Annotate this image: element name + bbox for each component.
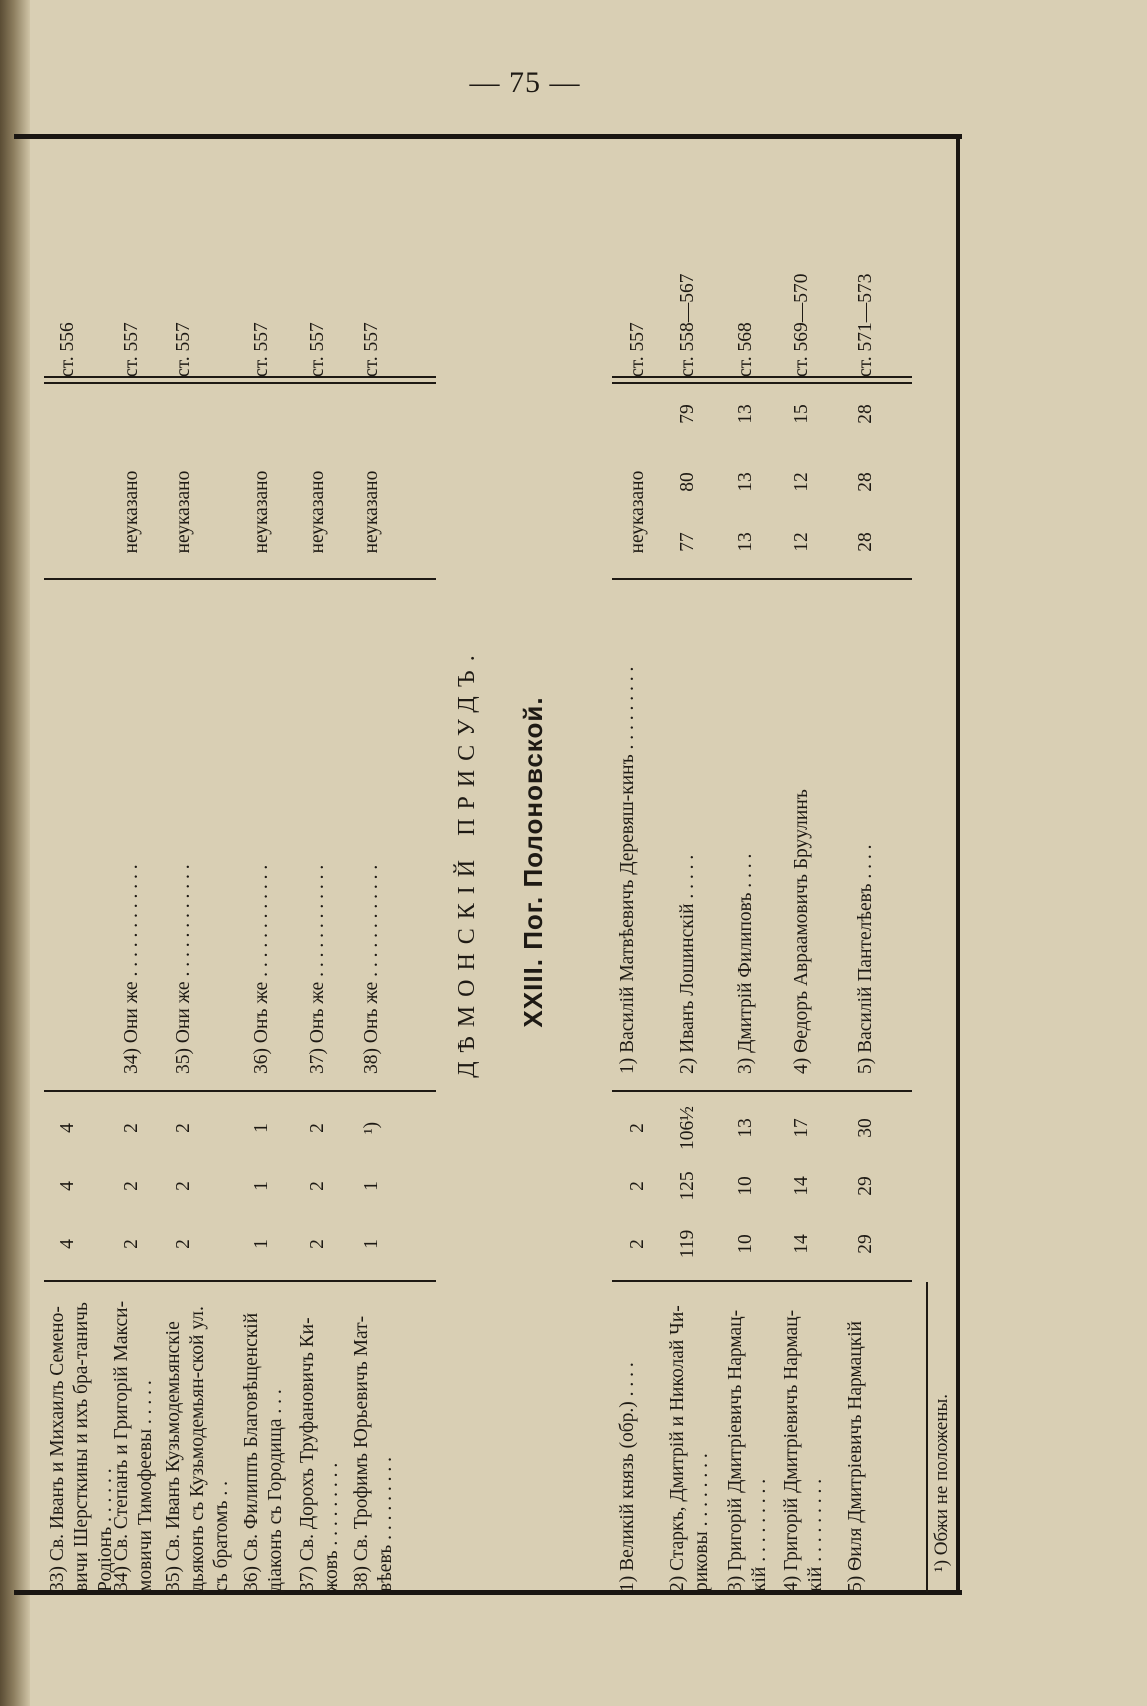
page-reference: ст. 557 [361,322,382,377]
count-a: 29 [855,1234,876,1254]
owner-name: 34) Св. Степанъ и Григорій Макси-мовичи Тимофеевы . . . . . [111,1300,156,1592]
count-c: 2 [121,1123,142,1133]
owner-name: 35) Св. Иванъ Кузьмодемьянскіе дьяконъ съ Кузьмодемьян-ской ул. съ братомъ . . [163,1306,232,1592]
value-unspecified: неуказано [361,470,382,554]
page-reference: ст. 556 [57,322,78,377]
count-a: 10 [735,1234,756,1254]
count-c: 4 [57,1123,78,1133]
value-1: 77 [677,532,698,552]
count-a: 4 [57,1239,78,1249]
count-a: 1 [251,1239,272,1249]
page-reference: ст. 557 [173,322,194,377]
count-b: 125 [677,1171,698,1201]
count-c: 13 [735,1118,756,1138]
separator-owner-counts-2 [612,1281,912,1283]
value-3: 28 [855,404,876,424]
owner-name: 1) Великій князь (обр.) . . . . [617,1362,638,1592]
section-title: ДѢМОНСКІЙ ПРИСУДЪ. [454,646,480,1078]
recipient-name: 36) Онъ же . . . . . . . . . . . . [251,864,272,1074]
count-b: 2 [121,1181,142,1191]
footnote-rule [926,1282,928,1592]
value-unspecified: неуказано [251,470,272,554]
count-b: 2 [627,1181,648,1191]
value-unspecified: неуказано [627,470,648,554]
owner-name: 33) Св. Иванъ и Михаилъ Семено-вичи Шерсткины и ихъ бра-таничь Родіонъ . . . . . . [47,1302,116,1592]
count-c: 1 [251,1123,272,1133]
separator-values-ref [44,383,436,385]
count-c: 17 [791,1118,812,1138]
count-b: 2 [173,1181,194,1191]
count-b: 29 [855,1176,876,1196]
separator-counts-recipient [44,1091,436,1093]
owner-name: 37) Св. Дорохъ Труфановичъ Ки-жовъ . . . . . . . . . [297,1317,342,1592]
page-reference: ст. 557 [251,322,272,377]
recipient-name: 3) Дмитрій Филиповъ . . . . [735,853,756,1074]
count-b: 10 [735,1176,756,1196]
footnote: ¹) Обжи не положены. [931,1393,952,1572]
value-3: 15 [791,404,812,424]
value-2: 28 [855,472,876,492]
count-a: 2 [121,1239,142,1249]
owner-name: 36) Св. Филиппъ Благовѣщенскій діаконъ съ Городища . . . [241,1312,286,1592]
count-b: 14 [791,1176,812,1196]
count-b: 1 [251,1181,272,1191]
page-reference: ст. 568 [735,322,756,377]
page-reference: ст. 557 [121,322,142,377]
value-3: 79 [677,404,698,424]
page-reference: ст. 571—573 [855,273,876,377]
recipient-name: 2) Иванъ Лошинскій . . . . . [677,854,698,1074]
owner-name: 38) Св. Трофимъ Юрьевичъ Мат-вѣевъ . . . . . . . . . [351,1315,396,1592]
value-unspecified: неуказано [173,470,194,554]
separator-owner-counts [44,1281,436,1283]
recipient-name: 5) Василій Пантелѣевъ . . . . [855,844,876,1074]
recipient-name: 35) Они же . . . . . . . . . . . . [173,864,194,1074]
value-2: 12 [791,472,812,492]
value-1: 12 [791,532,812,552]
separator-counts-recipient-2 [612,1091,912,1093]
table-right-rule [956,134,960,1594]
count-a: 1 [361,1239,382,1249]
value-2: 13 [735,472,756,492]
count-c: ¹) [361,1121,382,1135]
owner-name: 5) Ѳиля Дмитріевичъ Нармацкій [845,1320,866,1592]
count-a: 2 [173,1239,194,1249]
page-reference: ст. 558—567 [677,273,698,377]
page-reference: ст. 557 [627,322,648,377]
count-c: 2 [307,1123,328,1133]
recipient-name: 4) Ѳедоръ Авраамовичъ Бруулинъ [791,789,812,1074]
count-a: 14 [791,1234,812,1254]
recipient-name: 37) Онъ же . . . . . . . . . . . . [307,864,328,1074]
page-number: — 75 — [469,66,581,99]
value-2: 80 [677,472,698,492]
value-unspecified: неуказано [121,470,142,554]
count-b: 4 [57,1181,78,1191]
page-reference: ст. 557 [307,322,328,377]
count-a: 119 [677,1229,698,1259]
recipient-name: 1) Василій Матвѣевичъ Деревяш-кинъ . . . . . . . . . [617,666,638,1074]
count-b: 1 [361,1181,382,1191]
owner-name: 2) Старкъ, Дмитрій и Николай Чи-риковы . . . . . . . . [667,1305,712,1592]
owner-name: 4) Григорій Дмитріевичъ Нармац-кій . . . . . . . . . [781,1309,826,1592]
count-a: 2 [307,1239,328,1249]
value-3: 13 [735,404,756,424]
value-1: 13 [735,532,756,552]
rotated-ledger-table [44,138,956,1592]
count-c: 30 [855,1118,876,1138]
count-b: 2 [307,1181,328,1191]
recipient-name: 34) Они же . . . . . . . . . . . . [121,864,142,1074]
page-reference: ст. 569—570 [791,273,812,377]
count-c: 2 [173,1123,194,1133]
recipient-name: 38) Онъ же . . . . . . . . . . . . [361,864,382,1074]
count-c: 106½ [677,1106,698,1150]
book-spine-shadow [0,0,30,1706]
value-1: 28 [855,532,876,552]
owner-name: 3) Григорій Дмитріевичъ Нармац-кій . . . . . . . . . [725,1309,770,1592]
count-c: 2 [627,1123,648,1133]
value-unspecified: неуказано [307,470,328,554]
count-a: 2 [627,1239,648,1249]
subsection-title: XXIII. Пог. Полоновской. [518,696,548,1028]
